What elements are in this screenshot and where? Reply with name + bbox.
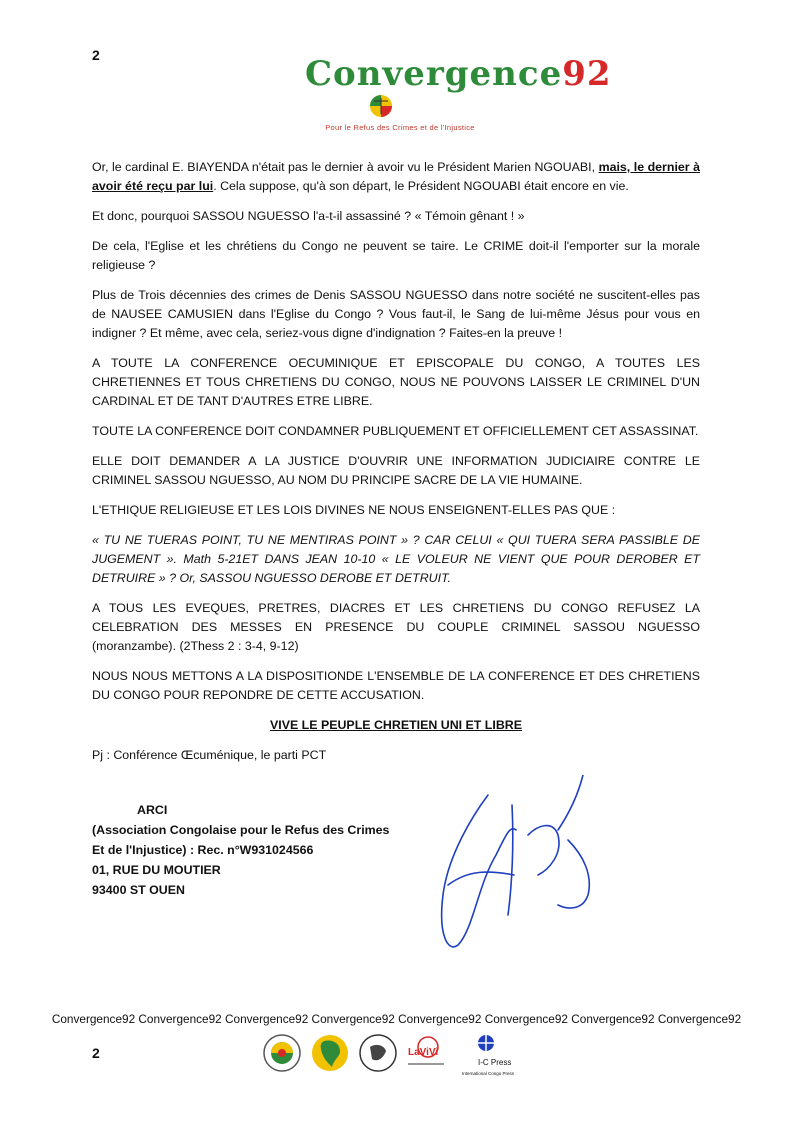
paragraph-church-silence: De cela, l'Eglise et les chrétiens du Congo ne peuvent se taire. Le CRIME doit-il l'emporter sur la morale religieuse ? (92, 239, 700, 272)
sender-address-block (92, 800, 389, 900)
motto: VIVE LE PEUPLE CHRETIEN UNI ET LIBRE (270, 718, 522, 732)
paragraph-question: Et donc, pourquoi SASSOU NGUESSO l'a-t-il assassiné ? « Témoin gênant ! » (92, 209, 525, 223)
org-line-1: (Association Congolaise pour le Refus des Crimes (92, 823, 390, 837)
svg-text:International Congo Press: International Congo Press (462, 1071, 515, 1076)
partner-badges (262, 1033, 532, 1078)
org-name: ARCI (137, 803, 168, 817)
attachments-line: Pj : Conférence Œcuménique, le parti PCT (92, 748, 327, 762)
letter-body (92, 158, 700, 776)
page-number-bottom: 2 (92, 1045, 100, 1061)
lavivi-logo-icon (404, 1033, 448, 1073)
logo-tagline: Pour le Refus des Crimes et de l'Injustice (325, 123, 475, 132)
paragraph-ethics: L'ETHIQUE RELIGIEUSE ET LES LOIS DIVINES NE NOUS ENSEIGNENT-ELLES PAS QUE : (92, 503, 616, 517)
scales-emblem-icon (367, 94, 395, 118)
handwritten-signature (418, 775, 618, 955)
paragraph-cardinal: Or, le cardinal E. BIAYENDA n'était pas le dernier à avoir vu le Président Marien NGOUABI, mais, le dernier à avoir été reçu par lui. Cela suppose, qu'à son départ, le Président NGOUABI était encore en vie. (92, 160, 700, 193)
footer-watermark-text: Convergence92 Convergence92 Convergence92 Convergence92 Convergence92 Convergence92 Convergence92 Convergence92 (51, 1012, 742, 1026)
seal-badge-icon (262, 1033, 302, 1073)
paragraph-scripture: « TU NE TUERAS POINT, TU NE MENTIRAS POINT » ? CAR CELUI « QUI TUERA SERA PASSIBLE DE JUGEMENT ». Math 5-21ET DANS JEAN 10-10 « LE VOLEUR NE VIENT QUE POUR DEROBER ET DETRUIRE » ? Or, SASSOU NGUESSO DEROBE ET DETRUIT. (92, 533, 700, 585)
paragraph-decades: Plus de Trois décennies des crimes de Denis SASSOU NGUESSO dans notre société ne suscitent-elles pas de NAUSEE CAMUSIEN dans l'Eglise du Congo ? Vous faut-il, le Sang de lui-même Jésus pour vous en indigner ? Et même, avec cela, seriez-vous digne d'indignation ? Faites-en la preuve ! (92, 288, 700, 340)
paragraph-bishops: A TOUS LES EVEQUES, PRETRES, DIACRES ET LES CHRETIENS DU CONGO REFUSEZ LA CELEBRATION DES MESSES EN PRESENCE DU COUPLE CRIMINEL SASSOU NGUESSO (moranzambe). (2Thess 2 : 3-4, 9-12) (92, 601, 700, 653)
svg-text:I-C Press: I-C Press (478, 1058, 512, 1067)
ic-press-logo-icon (462, 1033, 528, 1077)
globe-badge-icon (358, 1033, 398, 1073)
page-number-top: 2 (92, 47, 100, 63)
convergence92-logo (305, 40, 612, 135)
paragraph-condemn: TOUTE LA CONFERENCE DOIT CONDAMNER PUBLIQUEMENT ET OFFICIELLEMENT CET ASSASSINAT. (92, 424, 699, 438)
africa-map-badge-icon (310, 1033, 350, 1073)
paragraph-justice: ELLE DOIT DEMANDER A LA JUSTICE D'OUVRIR UNE INFORMATION JUDICIAIRE CONTRE LE CRIMINEL SASSOU NGUESSO, AU NOM DU PRINCIPE SACRE DE LA VIE HUMAINE. (92, 454, 700, 487)
svg-text:LaViVi: LaViVi (408, 1047, 439, 1058)
org-line-2: Et de l'Injustice) : Rec. n°W931024566 (92, 843, 314, 857)
paragraph-disposition: NOUS NOUS METTONS A LA DISPOSITIONDE L'ENSEMBLE DE LA CONFERENCE ET DES CHRETIENS DU CONGO POUR REPONDRE DE CETTE ACCUSATION. (92, 669, 700, 702)
logo-title: Convergence92 (305, 54, 612, 94)
paragraph-conference-address: A TOUTE LA CONFERENCE OECUMINIQUE ET EPISCOPALE DU CONGO, A TOUTES LES CHRETIENNES ET TOUS CHRETIENS DU CONGO, NOUS NE POUVONS LAISSER LE CRIMINEL D'UN CARDINAL ET DE TANT D'AUTRES ETRE LIBRE. (92, 356, 700, 408)
org-line-4: 93400 ST OUEN (92, 883, 185, 897)
org-line-3: 01, RUE DU MOUTIER (92, 863, 221, 877)
